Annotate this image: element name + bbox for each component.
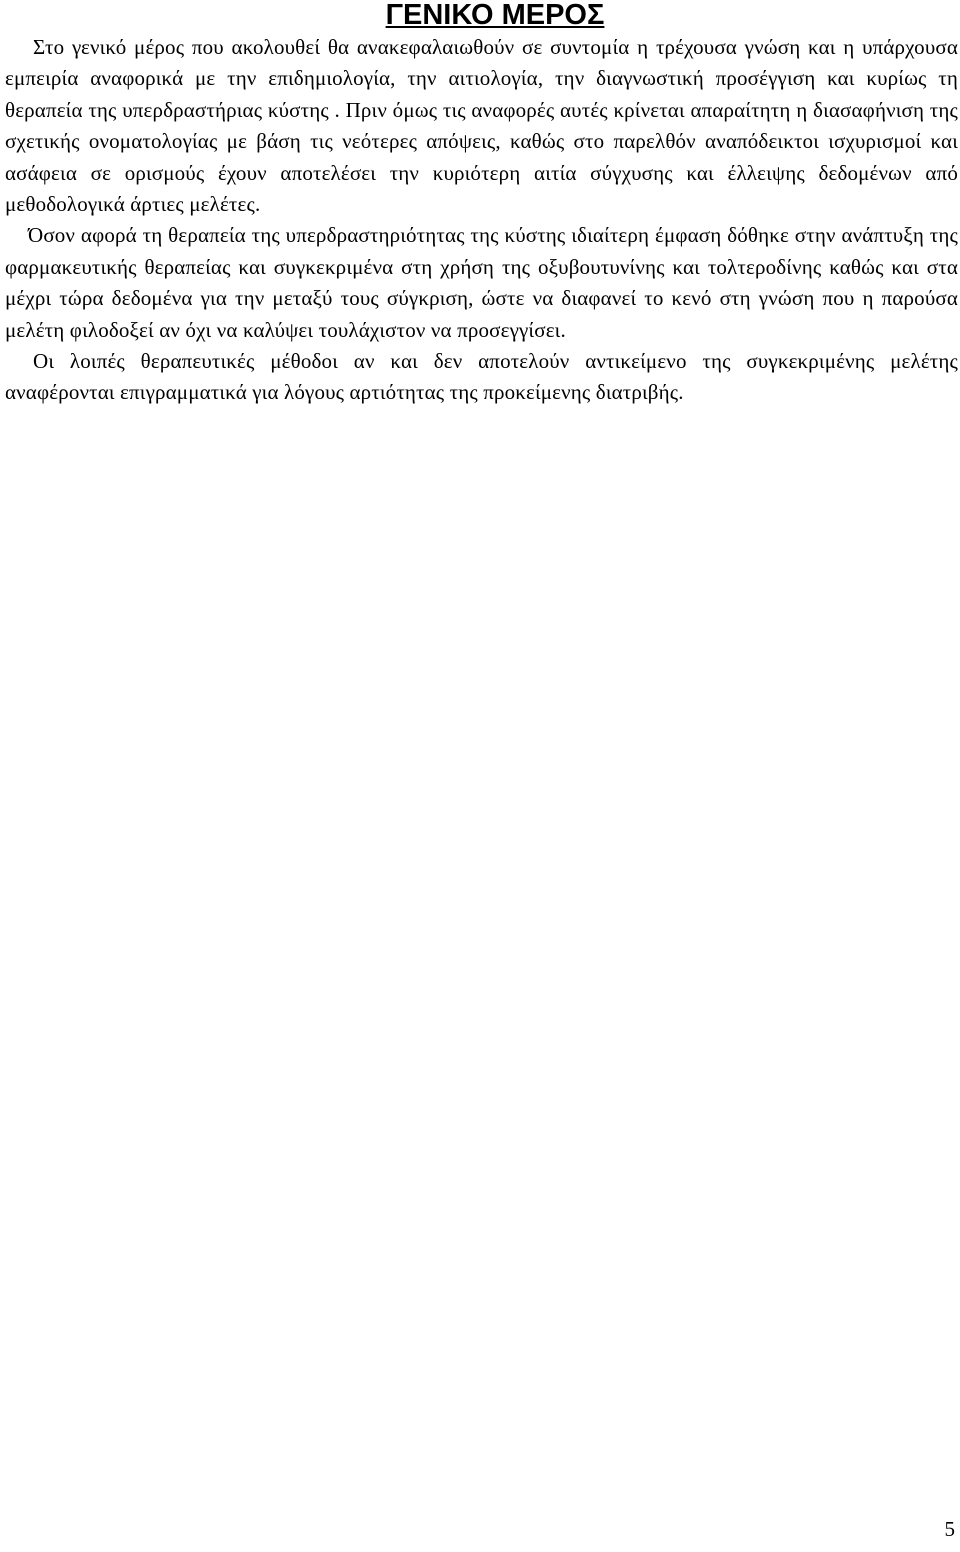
- paragraph-treatment: Όσον αφορά τη θεραπεία της υπερδραστηριότητας της κύστης ιδιαίτερη έμφαση δόθηκε στην ανάπτυξη της φαρμακευτικής θεραπείας και συγκεκριμένα στη χρήση της οξυβουτυνίνης και τολτεροδίνης καθώς και στα μέχρι τώρα δεδομένα για την μεταξύ τους σύγκριση, ώστε να διαφανεί το κενό στη γνώση που η παρούσα μελέτη φιλοδοξεί αν όχι να καλύψει τουλάχιστον να προσεγγίσει.: [5, 223, 958, 342]
- paragraph-intro: Στο γενικό μέρος που ακολουθεί θα ανακεφαλαιωθούν σε συντομία η τρέχουσα γνώση και η υπάρχουσα εμπειρία αναφορικά με την επιδημιολογία, την αιτιολογία, την διαγνωστική προσέγγιση και κυρίως τη θεραπεία της υπερδραστήριας κύστης . Πριν όμως τις αναφορές αυτές κρίνεται απαραίτητη η διασαφήνιση της σχετικής ονοματολογίας με βάση τις νεότερες απόψεις, καθώς στο παρελθόν αναπόδεικτοι ισχυρισμοί και ασάφεια σε ορισμούς έχουν αποτελέσει την κυριότερη αιτία σύγχυσης και έλλειψης δεδομένων από μεθοδολογικά άρτιες μελέτες.: [5, 35, 958, 217]
- paragraph-other-methods: Οι λοιπές θεραπευτικές μέθοδοι αν και δεν αποτελούν αντικείμενο της συγκεκριμένης μελέτης αναφέρονται επιγραμματικά για λόγους αρτιότητας της προκείμενης διατριβής.: [5, 349, 958, 405]
- section-heading: ΓΕΝΙΚΟ ΜΕΡΟΣ: [385, 0, 605, 31]
- body-text: [5, 32, 958, 409]
- page-number: 5: [944, 1517, 955, 1541]
